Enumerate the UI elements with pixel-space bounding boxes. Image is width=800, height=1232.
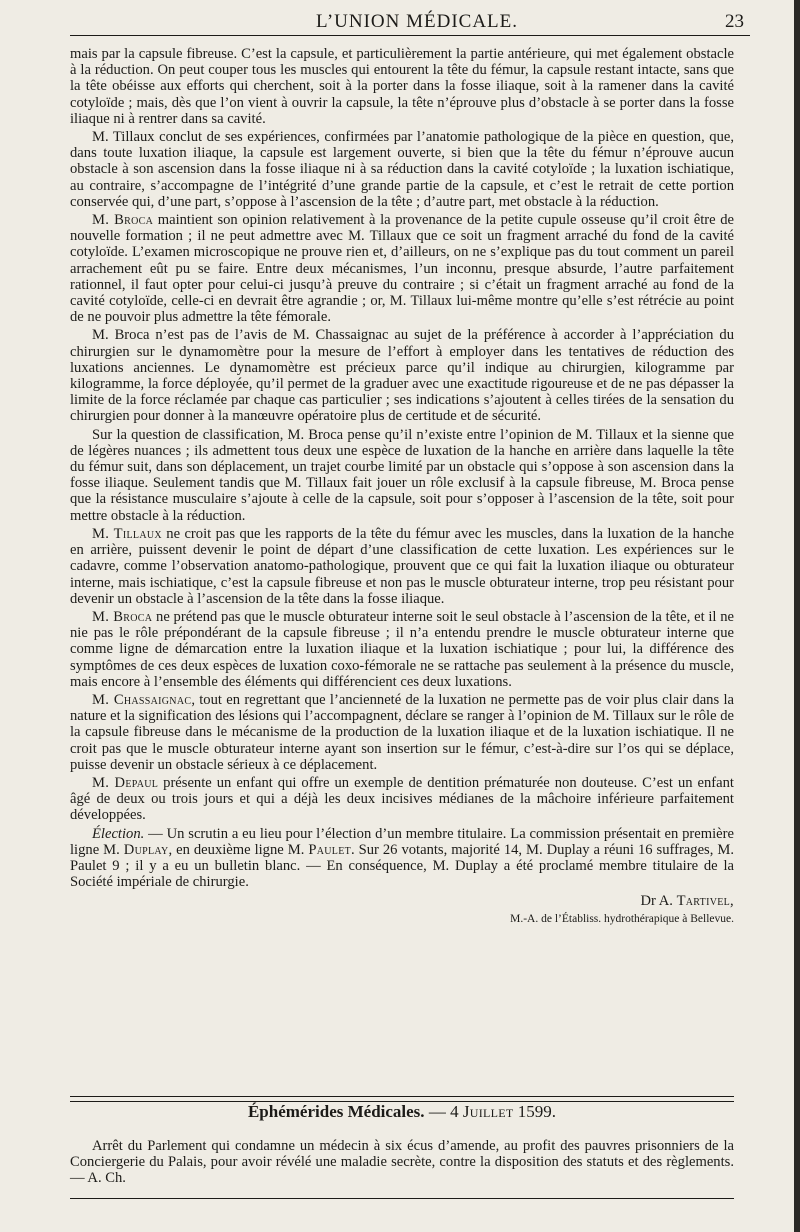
paragraph-text: maintient son opinion relativement à la provenance de la petite cupule osseuse qu’il croit être de nouvelle formation ; il ne peut admettre avec M. Tillaux que ce soit un fragment arraché du fond de la cavité cotyloïde. L’examen microscopique ne prouve rien et, d’ailleurs, on ne s’explique pas du tout comment un pareil arrachement eût pu se faire. Entre deux mécanismes, l’un inconnu, presque absurde, l’autre parfaitement rationnel, il faut opter pour celui-ci jusqu’à preuve du contraire ; si c’était un fragment arraché au fond de la cavité cotyloïde, celle-ci en devrait être agrandie ; or, M. Tillaux lui-même montre qu’elle s’est rétrécie au point de ne pouvoir plus admettre la tête fémorale. (70, 212, 734, 326)
paragraph: Sur la question de classification, M. Broca pense qu’il n’existe entre l’opinion de M. Tillaux et la sienne que de légères nuances ; ils admettent tous deux une espèce de luxation de la hanche en arrière dans laquelle la tête du fémur suit, dans son déplacement, un trajet courbe limité par un obstacle qui s’oppose à son ascension dans la fosse iliaque. Seulement tandis que M. Tillaux fait jouer un rôle exclusif à la capsule fibreuse, M. Broca pense que la résistance musculaire s’ajoute à celle de la capsule, soit pour s’opposer à l’ascension de la tête, soit pour mettre obstacle à la réduction. (70, 426, 734, 524)
ephemerides-text (70, 1138, 734, 1187)
footer-rule (70, 1198, 734, 1199)
paragraph-text: , en deuxième ligne M. (168, 841, 309, 858)
paragraph-text: — Un scrutin a eu lieu pour l’élection d’un membre titulaire. La commission présentait en première ligne M. (70, 825, 734, 858)
speaker-name: M. Broca (92, 608, 153, 625)
paragraph-text: ne prétend pas que le muscle obturateur interne soit le seul obstacle à l’ascension de la tête, et il ne nie pas le rôle prépondérant de la capsule fibreuse ; il n’a entendu prendre le muscle obturateur interne que comme ligne de démarcation entre la luxation iliaque et la luxation ischiatique ; pour lui, la différence des symptômes de ces deux espèces de luxation coxo-fémorale ne se rattache pas seulement à la présence du muscle, mais encore à l’ensemble des éléments qui différencient ces deux luxations. (70, 608, 734, 690)
ephemerides-title (70, 1102, 734, 1122)
paragraph: M. Broca n’est pas de l’avis de M. Chassaignac au sujet de la préférence à accorder à l’appréciation du chirurgien sur le dynamomètre pour la mesure de l’effort à employer dans les tentatives de réduction des luxations anciennes. Le dynamomètre est précieux parce qu’il indique au chirurgien, kilogramme par kilogramme, la force déployée, qu’il permet de la graduer avec une exactitude rigoureuse et de ne pas dépasser la limite de la force réclamée par chaque cas particulier ; ses indications s’ajoutent à celles tirées de la sensation du chirurgien pour donner à la manœuvre opératoire plus de certitude et de sécurité. (70, 327, 734, 425)
speaker-name: M. Broca (92, 212, 154, 229)
ephemerides-heading: Éphémérides Médicales. (247, 1102, 425, 1121)
paragraph-text: présente un enfant qui offre un exemple de dentition prématurée non douteuse. C’est un enfant âgé de deux ou trois jours et qui a déjà les deux incisives médianes de la mâchoire inférieure parfaitement développées. (70, 774, 734, 824)
candidate-name: Duplay (123, 841, 169, 858)
paragraph: Arrêt du Parlement qui condamne un médecin à six écus d’amende, au profit des pauvres prisonniers de la Conciergerie du Palais, pour avoir révélé une maladie secrète, contre la disposition des statuts et des règlements. — A. Ch. (70, 1138, 734, 1187)
paragraph: M. Tillaux conclut de ses expériences, confirmées par l’anatomie pathologique de la pièce en question, que, dans toute luxation iliaque, la capsule est largement ouverte, si bien que la tête du fémur n’éprouve aucun obstacle à son ascension dans la fosse iliaque ni à sa réduction dans la cavité cotyloïde ; la luxation ischiatique, au contraire, s’accompagne de l’intégrité d’une grande partie de la capsule, et c’est le retrait de cette portion conservée qui, d’une part, s’oppose à l’ascension de la tête ; d’autre part, met obstacle à la réduction. (70, 129, 734, 210)
signature-affiliation: M.-A. de l’Établiss. hydrothérapique à Bellevue. (510, 912, 734, 925)
election-lead: Élection. (92, 825, 145, 842)
running-title: L’UNION MÉDICALE. (315, 11, 519, 32)
paragraph (70, 609, 734, 690)
paragraph (70, 212, 734, 325)
paragraph-text: ne croit pas que les rapports de la tête du fémur avec les muscles, dans la luxation de la hanche en arrière, puissent devenir le point de départ d’une classification de cette luxation. Les expériences sur le cadavre, comme l’observation anatomo-pathologique, prouvent que ce qui fait la luxation iliaque ou obturateur interne, mais ischiatique, c’est la capsule fibreuse et non pas le muscle obturateur interne, trop peu résistant pour devenir un obstacle à l’ascension de la tête dans la fosse iliaque. (70, 525, 735, 607)
election-paragraph (70, 826, 734, 891)
signature-prefix: Dr A. (640, 893, 677, 910)
speaker-name: M. Tillaux (92, 525, 162, 542)
paragraph-text: . Sur 26 votants, majorité 14, M. Duplay a réuni 16 suffrages, M. Paulet 9 ; il y a eu un bulletin blanc. — En conséquence, M. Duplay a été proclamé membre titulaire de la Société impériale de chirurgie. (70, 841, 734, 891)
paragraph (70, 526, 734, 607)
ephemerides-year: 1599. (513, 1102, 557, 1121)
page-header (70, 8, 764, 36)
page-edge-shadow (794, 0, 800, 1232)
page-number: 23 (725, 11, 744, 32)
paragraph-text: , tout en regrettant que l’ancienneté de la luxation ne permette pas de voir plus clair dans la nature et la signification des lésions qui l’accompagnent, déclare se ranger à l’opinion de M. Tillaux sur le rôle de la capsule fibreuse dans le mécanisme de la production de la luxation iliaque et de la luxation ischiatique. Il ne croit pas que le muscle obturateur interne ayant son insertion sur le fémur, c’est-à-dire sur l’os qui se déplace, puisse devenir un obstacle sérieux à ce déplacement. (70, 691, 734, 773)
paragraph: mais par la capsule fibreuse. C’est la capsule, et particulièrement la partie antérieure, qui met également obstacle à la réduction. On peut couper tous les muscles qui entourent la tête du fémur, la capsule restant intacte, sans que la tête obéisse aux efforts qui cherchent, soit à la porter dans la fosse iliaque, soit à la ramener dans la cavité cotyloïde ; mais, dès que l’on vient à ouvrir la capsule, la tête n’éprouve plus d’obstacle à se porter dans la fosse iliaque ni à rentrer dans sa cavité. (70, 46, 734, 127)
paragraph (70, 775, 734, 824)
signature-name: Tartivel, (676, 893, 734, 910)
ephemerides-date: — 4 (424, 1102, 463, 1121)
ephemerides-month: Juillet (462, 1102, 514, 1121)
paragraph (70, 692, 734, 773)
speaker-name: M. Chassaignac (92, 691, 192, 708)
header-rule (70, 35, 750, 36)
article-body (70, 46, 734, 927)
candidate-name: Paulet (308, 841, 352, 858)
speaker-name: M. Depaul (92, 774, 159, 791)
signature (70, 893, 734, 909)
